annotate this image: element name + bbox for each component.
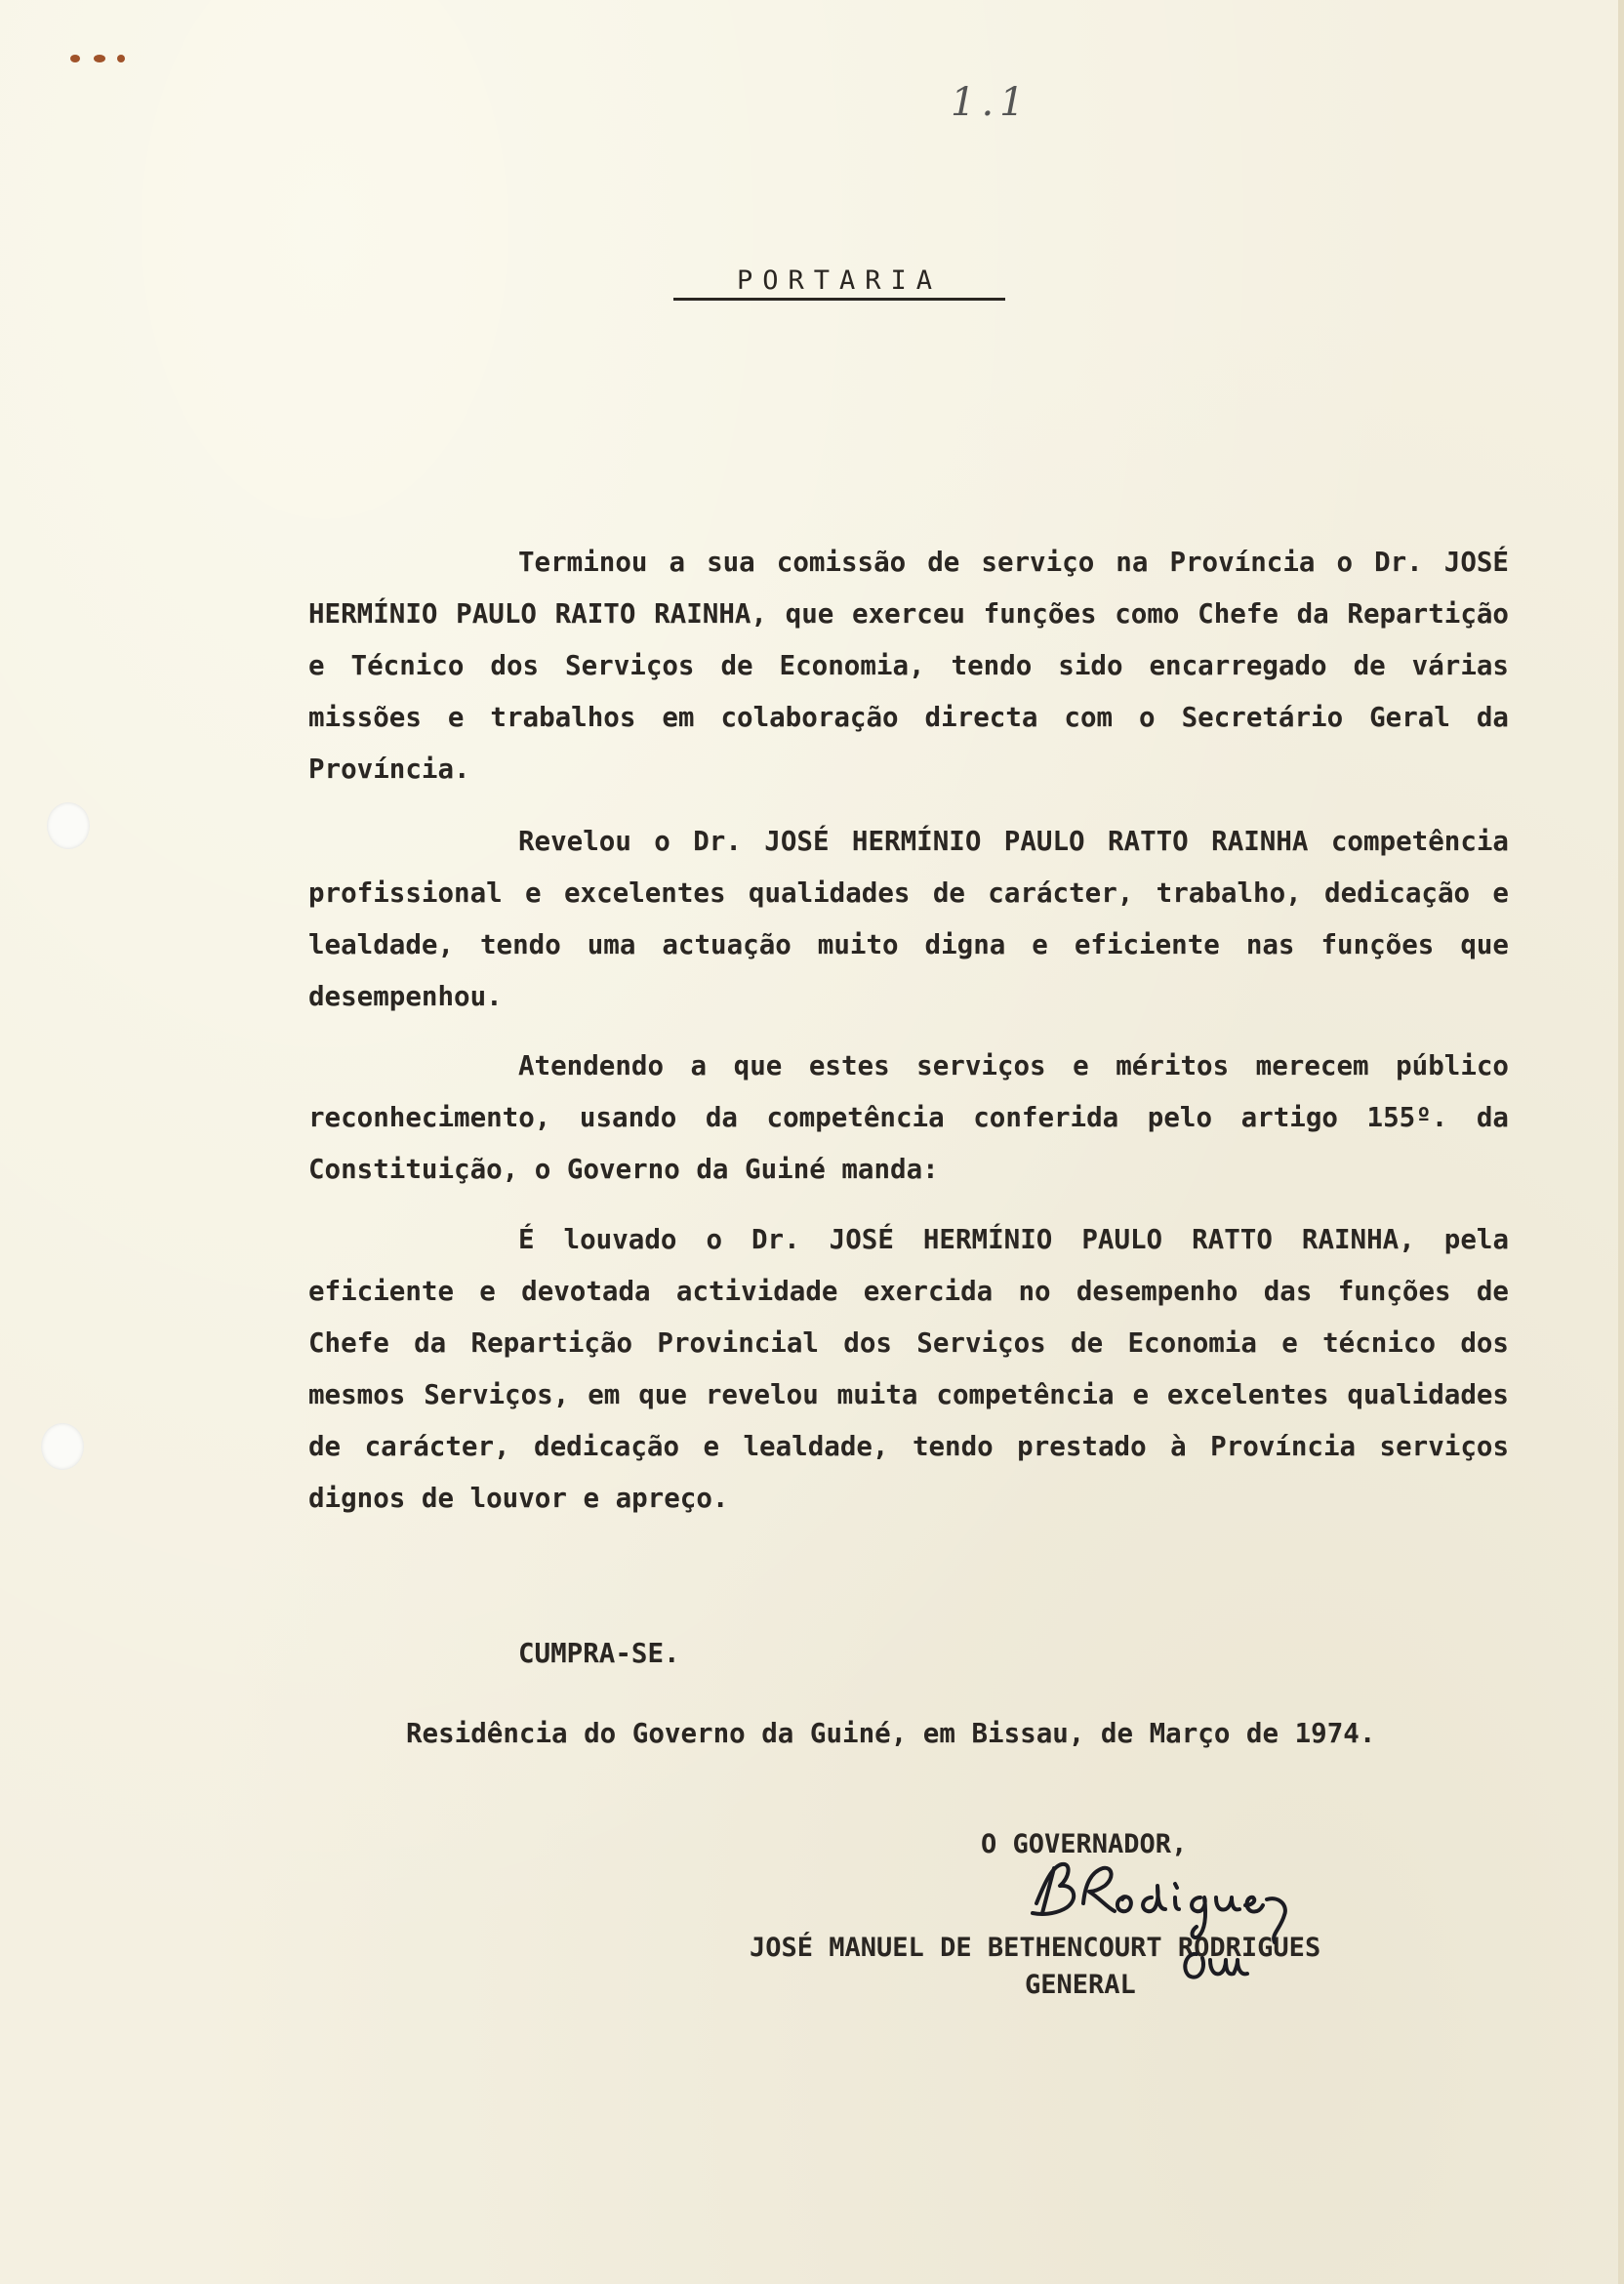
signatory-title: O GOVERNADOR, [981, 1829, 1188, 1859]
page-number: 1.1 [951, 80, 1031, 125]
signatory-name: JOSÉ MANUEL DE BETHENCOURT RODRIGUES [750, 1933, 1321, 1963]
rust-stain [70, 55, 80, 62]
paragraph-4: É louvado o Dr. JOSÉ HERMÍNIO PAULO RATTO RAINHA, pela eficiente e devotada actividade exercida no desempenho das funções de Chefe da Repartição Provincial dos Serviços de Economia e técnico dos mesmos Serviços, em que revelou muita competência e excelentes qualidades de carácter, dedicação e lealdade, tendo prestado à Província serviços dignos de louvor e apreço. [308, 1224, 1509, 1514]
paper-edge [1618, 0, 1624, 2284]
cumpra-se: CUMPRA-SE. [518, 1638, 680, 1669]
handwritten-signature [1015, 1845, 1386, 2020]
punch-hole [47, 802, 90, 849]
document-title: PORTARIA [673, 265, 1005, 301]
paragraph-2: Revelou o Dr. JOSÉ HERMÍNIO PAULO RATTO RAINHA competência profissional e excelentes qualidades de carácter, trabalho, dedicação e lealdade, tendo uma actuação muito digna e eficiente nas funções que desempenhou. [308, 826, 1509, 1012]
rust-stain [117, 55, 125, 62]
closing-place-date: Residência do Governo da Guiné, em Bissau, de Março de 1974. [406, 1718, 1376, 1749]
paragraph-3: Atendendo a que estes serviços e méritos merecem público reconhecimento, usando da competência conferida pelo artigo 155º. da Constituição, o Governo da Guiné manda: [308, 1050, 1509, 1185]
signatory-rank: GENERAL [1025, 1970, 1136, 2000]
punch-hole [41, 1423, 84, 1470]
rust-stain [94, 55, 105, 62]
paragraph-1: Terminou a sua comissão de serviço na Província o Dr. JOSÉ HERMÍNIO PAULO RAITO RAINHA, que exerceu funções como Chefe da Repartição e Técnico dos Serviços de Economia, tendo sido encarregado de várias missões e trabalhos em colaboração directa com o Secretário Geral da Província. [308, 547, 1509, 785]
